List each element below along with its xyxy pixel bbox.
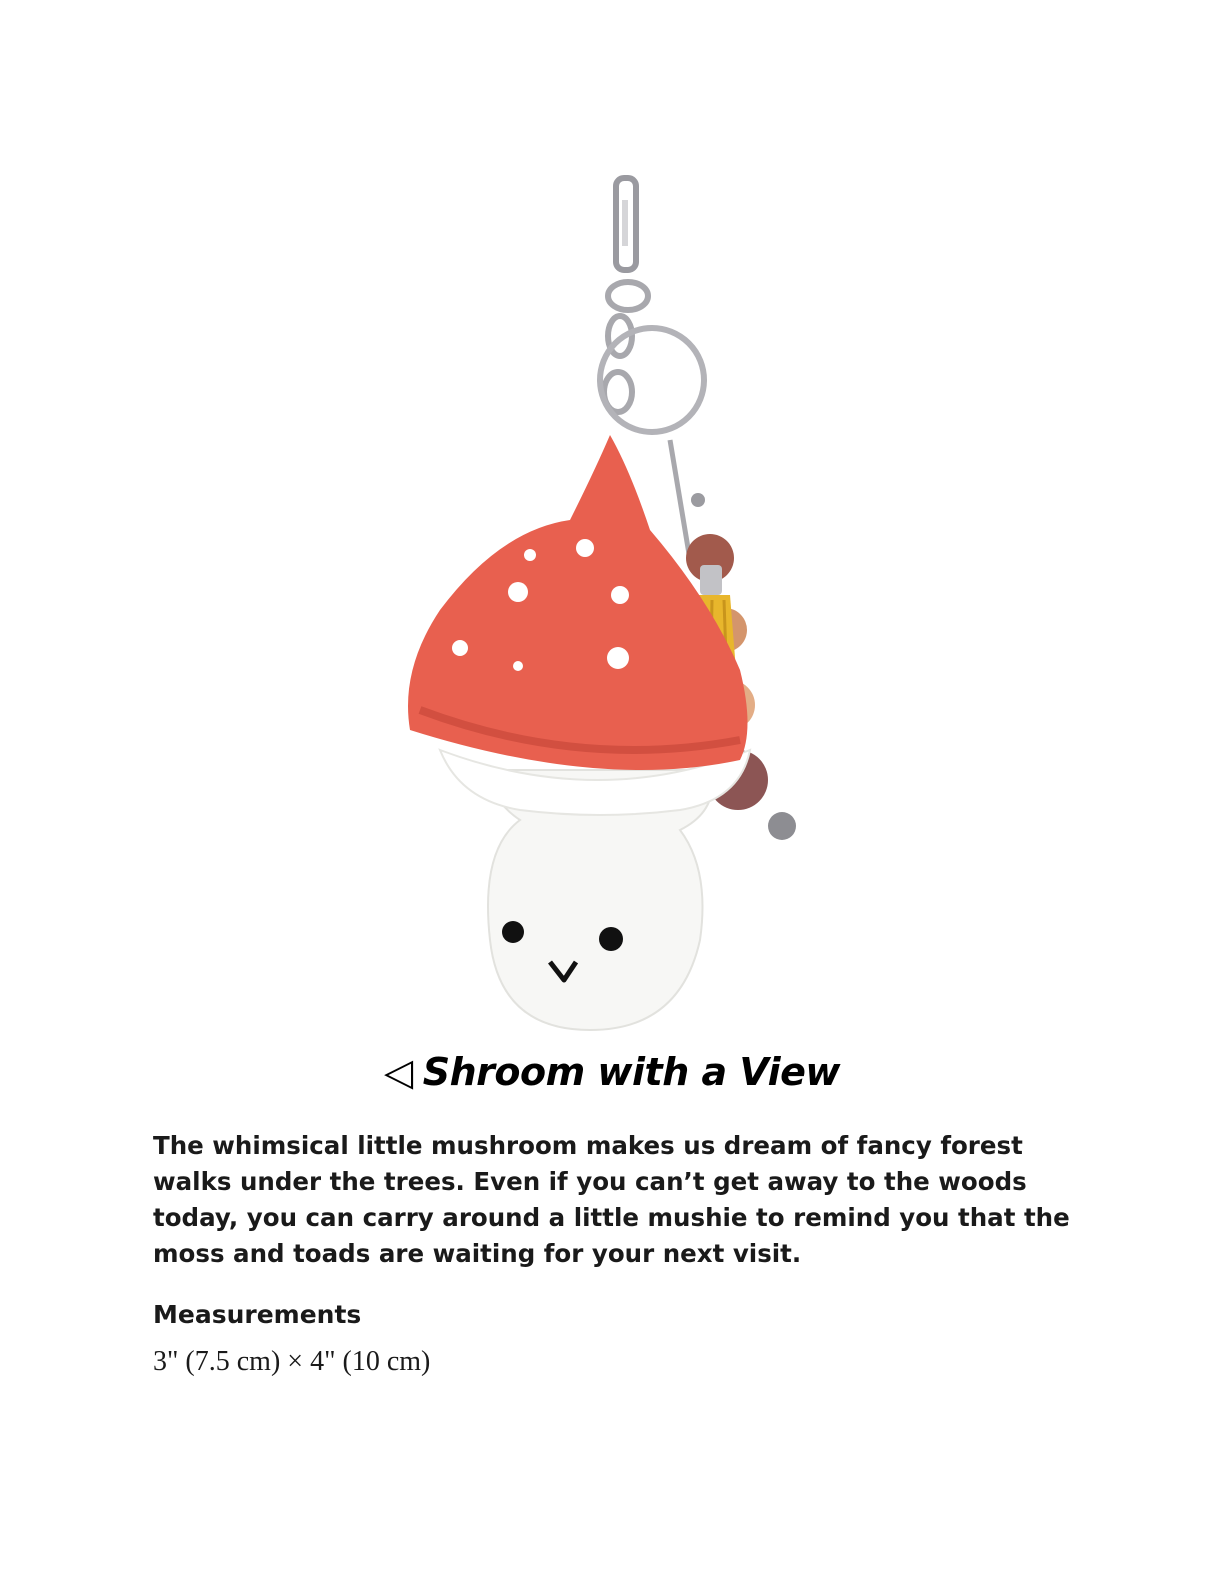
measurements-heading: Measurements [153, 1300, 362, 1329]
product-description: The whimsical little mushroom makes us dream of fancy forest walks under the trees. Even if you can’t get away to the woods today, you can carry around a little mushie to remind you that the moss and toads are waiting for your next visit. [153, 1131, 1070, 1268]
product-photo [380, 170, 840, 1050]
left-triangle-icon: ◁ [383, 1050, 413, 1094]
measurements-value: 3" (7.5 cm) × 4" (10 cm) [153, 1346, 431, 1377]
crochet-mushroom-keychain-icon [380, 170, 840, 1050]
product-title [0, 1050, 1224, 1094]
product-title-text: Shroom with a View [422, 1050, 841, 1094]
